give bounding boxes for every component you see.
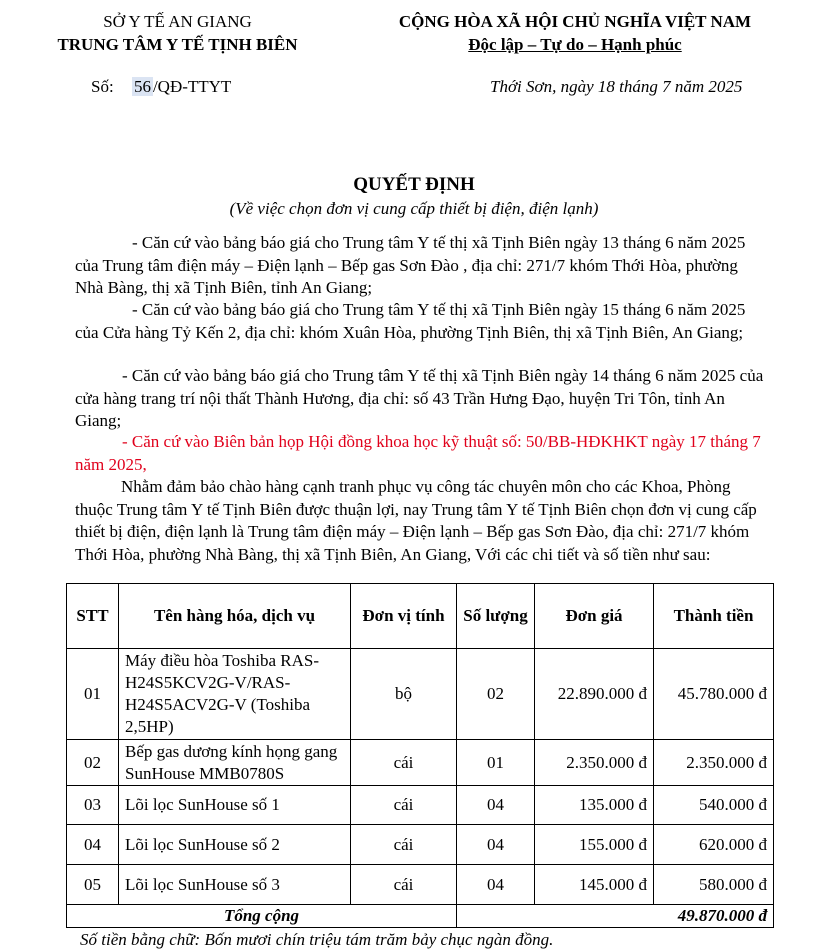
cell-qty: 01 [457,740,535,786]
table-row [67,649,774,740]
agency-name: SỞ Y TẾ AN GIANG [103,12,252,31]
document-subtitle: (Về việc chọn đơn vị cung cấp thiết bị điện, điện lạnh) [229,199,599,218]
so-label: Số: [91,77,114,96]
so-number: 56 [133,77,151,96]
cell-unit: bộ [351,649,457,740]
cell-price: 22.890.000 đ [535,649,654,740]
document-number [91,77,231,97]
table-row [67,786,774,825]
document-title: QUYẾT ĐỊNH [353,174,475,195]
cell-name: Lõi lọc SunHouse số 1 [119,786,351,825]
cell-name: Máy điều hòa Toshiba RAS-H24S5KCV2G-V/RAS-H24S5ACV2G-V (Toshiba 2,5HP) [119,649,351,740]
cell-amount: 580.000 đ [654,865,774,905]
cell-amount: 45.780.000 đ [654,649,774,740]
header-stt: STT [67,584,119,649]
cell-qty: 04 [457,865,535,905]
cell-stt: 05 [67,865,119,905]
cell-name: Bếp gas dương kính họng gang SunHouse MMB0780S [119,740,351,786]
cell-name: Lõi lọc SunHouse số 2 [119,825,351,865]
table-header-row [67,584,774,649]
cell-qty: 04 [457,825,535,865]
republic-name: CỘNG HÒA XÃ HỘI CHỦ NGHĨA VIỆT NAM [398,12,752,31]
basis-1: - Căn cứ vào bảng báo giá cho Trung tâm Y tế thị xã Tịnh Biên ngày 13 tháng 6 năm 2025 của Trung tâm điện máy – Điện lạnh – Bếp gas Sơn Đào , địa chỉ: 271/7 khóm Thới Hòa, phường Nhà Bàng, thị xã Tịnh Biên, tỉnh An Giang; [75,233,746,298]
cell-stt: 03 [67,786,119,825]
cell-stt: 04 [67,825,119,865]
cell-price: 2.350.000 đ [535,740,654,786]
header-qty: Số lượng [457,584,535,649]
cell-amount: 540.000 đ [654,786,774,825]
header-name: Tên hàng hóa, dịch vụ [119,584,351,649]
header-unit: Đơn vị tính [351,584,457,649]
national-motto: Độc lập – Tự do – Hạnh phúc [468,35,682,54]
header-amount: Thành tiền [654,584,774,649]
national-header [360,10,790,56]
basis-4: - Căn cứ vào Biên bản họp Hội đồng khoa học kỹ thuật số: 50/BB-HĐKHKT ngày 17 tháng 7 năm 2025, [75,432,761,474]
cell-unit: cái [351,865,457,905]
cell-amount: 620.000 đ [654,825,774,865]
unit-name: TRUNG TÂM Y TẾ TỊNH BIÊN [57,35,298,54]
total-label: Tổng cộng [67,905,457,928]
cell-price: 155.000 đ [535,825,654,865]
cell-qty: 04 [457,786,535,825]
cell-amount: 2.350.000 đ [654,740,774,786]
table-row [67,740,774,786]
agency-header [25,10,330,56]
cell-price: 135.000 đ [535,786,654,825]
total-row [67,905,774,928]
cell-price: 145.000 đ [535,865,654,905]
basis-3: - Căn cứ vào bảng báo giá cho Trung tâm Y tế thị xã Tịnh Biên ngày 14 tháng 6 năm 2025 của cửa hàng trang trí nội thất Thành Hương, địa chỉ: số 43 Trần Hưng Đạo, huyện Tri Tôn, tỉnh An Giang; [75,366,764,431]
cell-stt: 01 [67,649,119,740]
table-row [67,865,774,905]
so-suffix: /QĐ-TTYT [152,77,232,96]
decision-body: Nhằm đảm bảo chào hàng cạnh tranh phục vụ công tác chuyên môn cho các Khoa, Phòng thuộc Trung tâm Y tế Tịnh Biên được thuận lợi, nay Trung tâm Y tế Tịnh Biên chọn đơn vị cung cấp thiết bị điện, điện lạnh là Trung tâm điện máy – Điện lạnh – Bếp gas Sơn Đào, địa chỉ: 271/7 khóm Thới Hòa, phường Nhà Bàng, thị xã Tịnh Biên, An Giang, Với các chi tiết và số tiền như sau: [75,477,757,564]
header-price: Đơn giá [535,584,654,649]
cell-stt: 02 [67,740,119,786]
total-value: 49.870.000 đ [457,905,774,928]
cell-unit: cái [351,825,457,865]
table-row [67,825,774,865]
place-date: Thới Sơn, ngày 18 tháng 7 năm 2025 [490,77,743,96]
cell-unit: cái [351,740,457,786]
amount-in-words: Số tiền bằng chữ: Bốn mươi chín triệu tám trăm bảy chục ngàn đồng. [80,930,554,949]
items-table [66,583,774,928]
cell-unit: cái [351,786,457,825]
cell-qty: 02 [457,649,535,740]
basis-2: - Căn cứ vào bảng báo giá cho Trung tâm Y tế thị xã Tịnh Biên ngày 15 tháng 6 năm 2025 của Cửa hàng Tỷ Kến 2, địa chỉ: khóm Xuân Hòa, phường Tịnh Biên, thị xã Tịnh Biên, An Giang; [75,300,746,342]
cell-name: Lõi lọc SunHouse số 3 [119,865,351,905]
